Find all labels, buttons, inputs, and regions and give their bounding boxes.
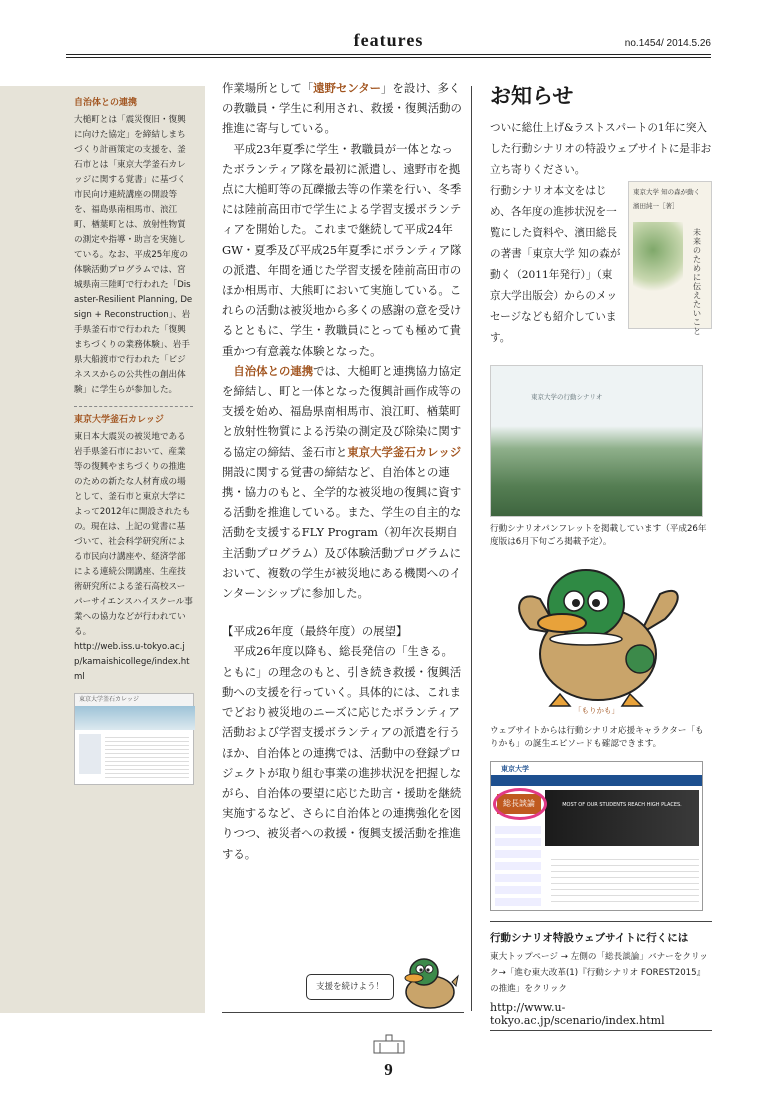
president-banner[interactable]: 総長談論 xyxy=(497,794,541,814)
duck-mascot-small-icon xyxy=(396,952,460,1010)
notice-body: 行動シナリオ本文をはじめ、各年度の進捗状況を一覧にした資料や、濱田総長の著書「東京大学 知の森が動く（2011年発行）」（東京大学出版会）からのメッセージなども紹介しています。 xyxy=(490,185,621,344)
screenshot-news xyxy=(105,734,189,778)
book-author: 濱田純一［著］ xyxy=(633,202,679,210)
text-run: では、大槌町と連携協力協定を締結し、町と一体となった復興計画作成等の支援を始め、福島県南相馬市、浪江町、楢葉町と放射性物質による汚染の測定及び除染に関する協定の締結、釜石市と xyxy=(222,363,462,459)
college-url-link[interactable]: http://web.iss.u-tokyo.ac.jp/kamaishicollege/index.html xyxy=(74,642,190,682)
highlight-circle xyxy=(493,788,547,820)
speech-bubble: 支援を続けよう！ xyxy=(306,974,394,1000)
book-illustration xyxy=(633,222,683,292)
mascot-caption: ウェブサイトからは行動シナリオ応援キャラクター「もりかも」の誕生エピソードも確認できます。 xyxy=(490,726,704,749)
book-vertical-title: 未来のために伝えたいこと xyxy=(693,228,701,336)
scenario-url-link[interactable]: http://www.u-tokyo.ac.jp/scenario/index.html xyxy=(490,1001,712,1031)
sidebar-heading-municipal: 自治体との連携 xyxy=(74,98,138,108)
column-divider xyxy=(471,86,472,1011)
utokyo-site-screenshot xyxy=(490,761,703,911)
site-sidebar xyxy=(495,826,541,906)
header-rule-2 xyxy=(66,57,711,58)
highlight-kamaishi-college: 東京大学釜石カレッジ xyxy=(347,444,462,459)
sidebar-text-college: 東日本大震災の被災地である岩手県釜石市において、産業等の復興やまちづくりの推進のための新たな人材育成の場として、釜石市と東京大学によって2012年に開設されたもの。現在は、上記の覚書に基づいて、社会科学研究所による市民向け講座や、経済学部による連続公開講座、生産技術研究所による釜石高校スーパーサイエンスハイスクール事業への協力などが行われている。 xyxy=(74,432,193,637)
pamphlet-image xyxy=(490,365,703,517)
book-title: 東京大学 知の森が動く xyxy=(633,188,701,196)
text-run: 作業場所として「 xyxy=(222,81,314,95)
screenshot-title: 東京大学釜石カレッジ xyxy=(75,694,193,706)
paragraph-1 xyxy=(222,78,464,139)
issue-number: no.1454/ 2014.5.26 xyxy=(624,38,711,49)
pamphlet-caption: 行動シナリオパンフレットを掲載しています（平成26年度版は6月下旬ごろ掲載予定）。 xyxy=(490,524,707,547)
paragraph-2: 平成23年夏季に学生・教職員が一体となったボランティア隊を最初に派遣し、遠野市を拠点に大槌町等の瓦礫撤去等の作業を行い、冬季には陸前高田市で学生による学習支援ボランティアを開始した。これまで継続して平成24年GW・夏季及び平成25年夏季にボランティア隊の派遣、年間を通じた学習支援を陸前高田市のほか相馬市、大熊町において実施している。これらの活動は被災地から多くの感謝の意を受けるとともに、学生・教職員にとっても極めて貴重かつ有意義な体験となった。 xyxy=(222,141,462,358)
how-to-visit-steps: 東大トップページ → 左側の「総長談論」バナーをクリック→「進む東大改革(1)『行動シナリオ FOREST2015』の推進」をクリック xyxy=(490,952,708,994)
site-news-list xyxy=(551,854,699,906)
college-website-screenshot xyxy=(74,693,194,785)
glossary-sidebar xyxy=(0,86,205,1013)
paragraph-4: 平成26年度以降も、総長発信の「生きる。ともに」の理念のもと、引き続き救援・復興活動への支援を行っていく。具体的には、これまでどおり被災地のニーズに応じたボランティア活動および学習支援ボランティアの派遣を行うほか、自治体との連携では、活動中の登録プロジェクトが取り組む事業の進捗状況を把握しながら、自治体の要望に応じた助言・援助を継続実施するなど、さらに自治体との連携強化を図りつつ、被災者への救援・復興支援活動を推進する。 xyxy=(222,644,462,861)
notice-column xyxy=(490,80,712,1031)
book-cover-image xyxy=(628,181,712,336)
how-to-visit-heading: 行動シナリオ特設ウェブサイトに行くには xyxy=(490,932,689,944)
sidebar-heading-college: 東京大学釜石カレッジ xyxy=(74,415,164,425)
site-nav xyxy=(491,776,702,786)
text-run: 」を設け、多くの教職員・学生に利用され、救援・復興活動の推進に寄与している。 xyxy=(222,81,462,136)
screenshot-banner xyxy=(75,706,195,730)
sidebar-text-municipal: 大槌町とは「震災復旧・復興に向けた協定」を締結しまちづくり計画策定の支援を、釜石市とは「東京大学釜石カレッジに関する覚書」に基づく市民向け連続講座の開設等を、福島県南相馬市、浪江町、楢葉町とは、放射性物質の測定や指導・助言を実施している。なお、平成25年度の体験活動プログラムでは、宮城県南三陸町で行われた「Disaster-Resilient Planning, Design + Reconstruction」、岩手県釜石市で行われた「復興まちづくりの業務体験」、岩手県大船渡市で行われた「ビジネススからの公共性の創出体験」に学生らが参加した。 xyxy=(74,115,193,395)
building-icon xyxy=(372,1033,406,1055)
notice-heading: お知らせ xyxy=(490,83,574,108)
header-rule xyxy=(66,54,711,55)
paragraph-3 xyxy=(222,361,464,603)
highlight-tono-center: 遠野センター xyxy=(313,81,382,95)
morikamo-mascot xyxy=(490,559,703,719)
mascot-name: 「もりかも」 xyxy=(574,706,619,715)
section-title: features xyxy=(353,30,424,50)
highlight-municipal: 自治体との連携 xyxy=(233,363,314,378)
site-hero: MOST OF OUR STUDENTS REACH HIGH PLACES. xyxy=(545,790,699,846)
main-bottom-rule xyxy=(222,1012,464,1013)
spacer xyxy=(222,603,464,621)
page-number: 9 xyxy=(384,1060,393,1079)
pamphlet-title: 東京大学の行動シナリオ xyxy=(531,393,603,401)
outlook-heading: 【平成26年度（最終年度）の展望】 xyxy=(222,624,408,639)
right-divider xyxy=(490,921,712,922)
main-article xyxy=(222,78,464,864)
text-run: 開設に関する覚書の締結など、自治体との連携・協力のもと、全学的な被災地の復興に資する活動を推進している。また、学生の自主的な活動を支援するFLY Program（初年次長期自主活動プログラム）及び体験活動プログラムにおいて、複数の学生が被災地にある機関へのインターンシップに参加した。 xyxy=(222,464,462,601)
duck-mascot-icon xyxy=(490,559,703,709)
sidebar-divider xyxy=(74,406,193,407)
screenshot-menu xyxy=(79,734,101,774)
site-logo: 東京大学 xyxy=(491,762,702,776)
notice-lead: ついに総仕上げ&ラストスパートの1年に突入した行動シナリオの特設ウェブサイトに是非お立ち寄りください。 xyxy=(490,122,712,176)
